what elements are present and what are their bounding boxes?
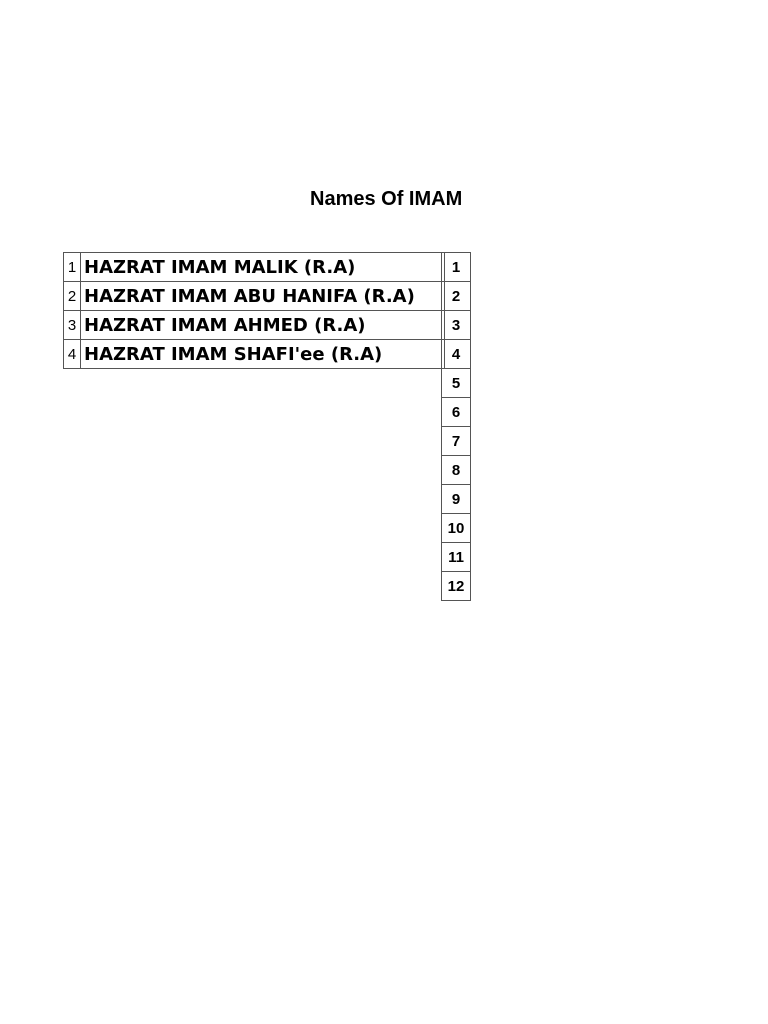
row-index: 2 <box>64 282 81 311</box>
imam-names-table <box>63 252 445 369</box>
imam-name: HAZRAT IMAM ABU HANIFA (R.A) <box>81 282 445 311</box>
number-cell: 7 <box>442 427 471 456</box>
number-cell: 10 <box>442 514 471 543</box>
table-row <box>64 253 445 282</box>
imam-name: HAZRAT IMAM MALIK (R.A) <box>81 253 445 282</box>
imam-name: HAZRAT IMAM SHAFI'ee (R.A) <box>81 340 445 369</box>
number-cell: 1 <box>442 253 471 282</box>
number-cell: 9 <box>442 485 471 514</box>
table-row <box>64 311 445 340</box>
number-cell: 6 <box>442 398 471 427</box>
row-index: 4 <box>64 340 81 369</box>
number-column <box>441 252 471 601</box>
table-row <box>64 282 445 311</box>
row-index: 1 <box>64 253 81 282</box>
number-cell: 12 <box>442 572 471 601</box>
imam-name: HAZRAT IMAM AHMED (R.A) <box>81 311 445 340</box>
number-cell: 8 <box>442 456 471 485</box>
page-title: Names Of IMAM <box>310 188 463 210</box>
number-cell: 4 <box>442 340 471 369</box>
number-cell: 11 <box>442 543 471 572</box>
table-row <box>64 340 445 369</box>
number-cell: 3 <box>442 311 471 340</box>
number-cell: 5 <box>442 369 471 398</box>
number-cell: 2 <box>442 282 471 311</box>
row-index: 3 <box>64 311 81 340</box>
